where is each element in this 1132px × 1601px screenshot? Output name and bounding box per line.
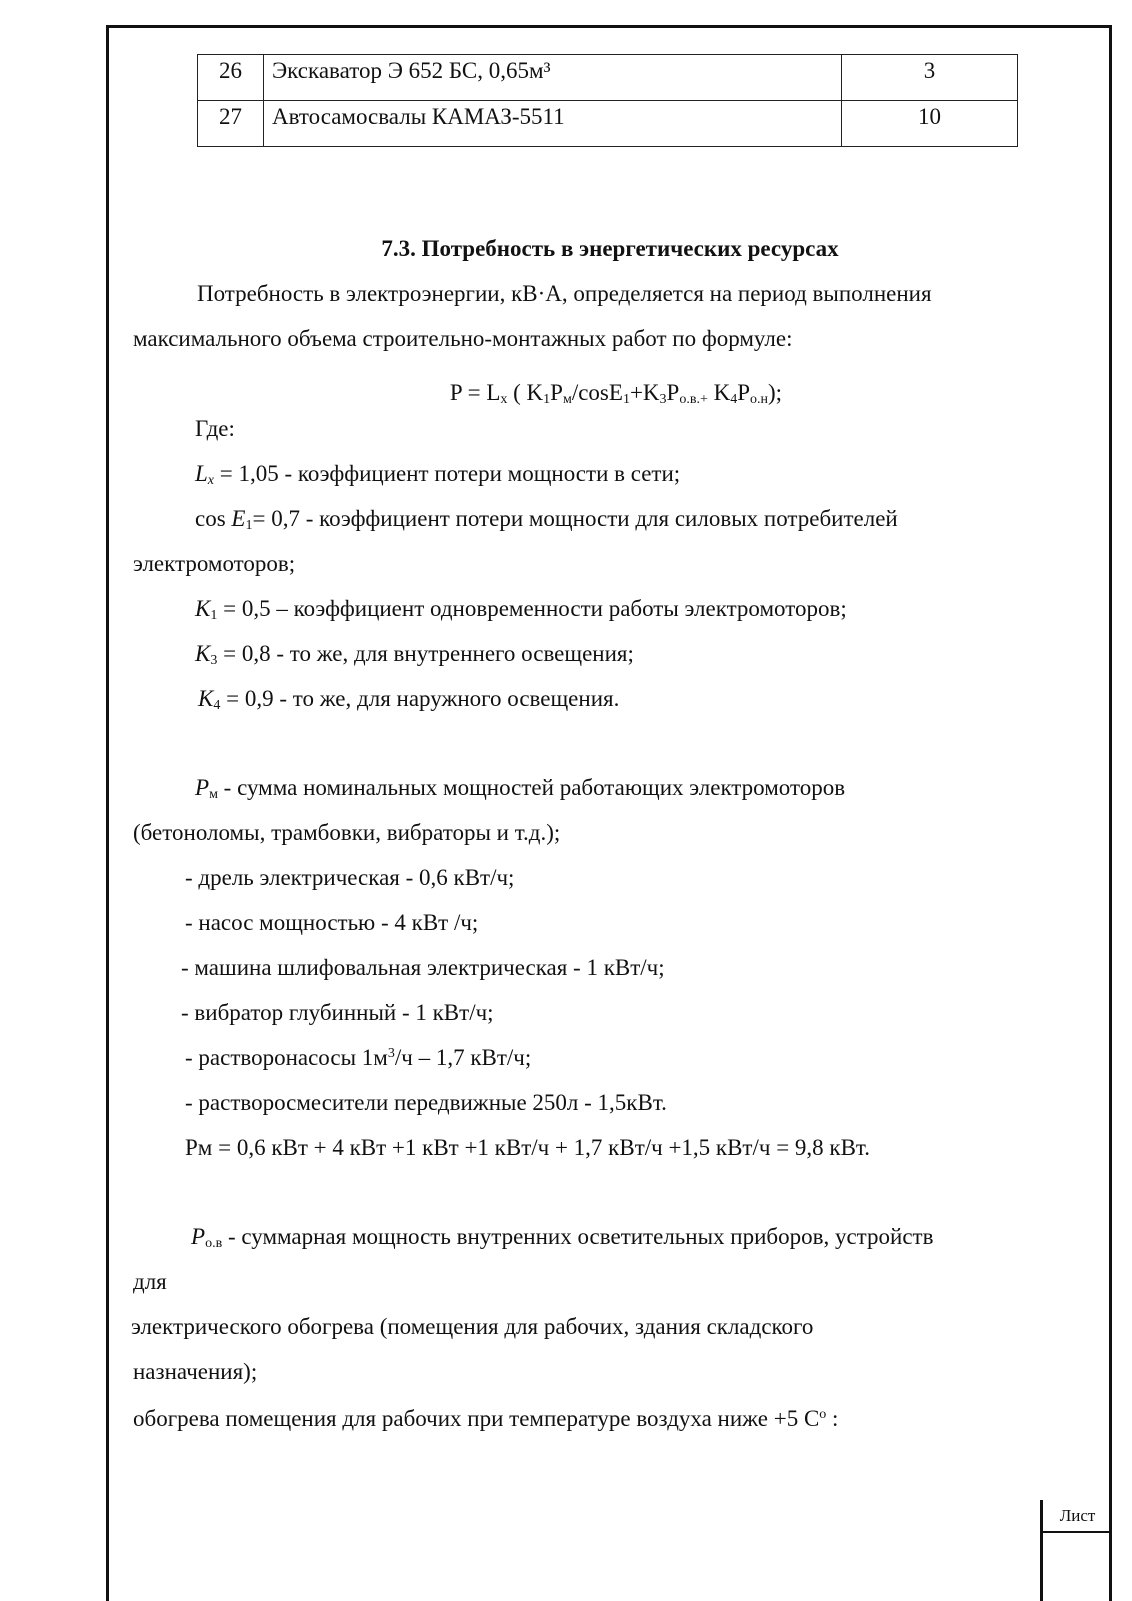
coef-text: = 1,05 - коэффициент потери мощности в сети; bbox=[214, 461, 681, 486]
row-name: Экскаватор Э 652 БС, 0,65м³ bbox=[264, 55, 842, 101]
formula-part: K bbox=[707, 380, 731, 405]
table-row bbox=[198, 101, 1018, 147]
coef-k3 bbox=[195, 639, 634, 669]
list-item: - машина шлифовальная электрическая - 1 кВт/ч; bbox=[181, 955, 665, 980]
stamp-divider bbox=[1043, 1531, 1112, 1533]
pov-continuation-3: назначения); bbox=[133, 1359, 258, 1384]
symbol-sub: 3 bbox=[210, 653, 218, 668]
coef-k1 bbox=[195, 594, 847, 624]
symbol-sub: 1 bbox=[245, 518, 253, 533]
pm-continuation: (бетоноломы, трамбовки, вибраторы и т.д.); bbox=[133, 820, 561, 845]
sheet-label: Лист bbox=[1059, 1506, 1096, 1525]
row-number: 26 bbox=[198, 55, 264, 101]
symbol: P bbox=[195, 775, 210, 800]
symbol: E bbox=[231, 506, 246, 531]
sheet-stamp bbox=[1040, 1500, 1112, 1601]
heating-text: обогрева помещения для рабочих при температуре воздуха ниже +5 С bbox=[133, 1406, 820, 1431]
formula-sub: x bbox=[500, 392, 508, 407]
coef-k4 bbox=[198, 684, 619, 714]
formula-sub: 1 bbox=[543, 392, 551, 407]
symbol-sub: м bbox=[209, 787, 218, 802]
definition-text: - суммарная мощность внутренних осветительных приборов, устройств bbox=[222, 1224, 934, 1249]
symbol-sub: 4 bbox=[213, 698, 221, 713]
formula-sub: 4 bbox=[730, 392, 738, 407]
formula-sub: 3 bbox=[659, 392, 667, 407]
row-name: Автосамосвалы КАМАЗ-5511 bbox=[264, 101, 842, 147]
table-row bbox=[198, 55, 1018, 101]
symbol-sub: о.в bbox=[205, 1236, 223, 1251]
where-label: Где: bbox=[195, 416, 235, 441]
frame-top-border bbox=[106, 25, 1112, 28]
symbol: K bbox=[195, 641, 211, 666]
symbol: K bbox=[198, 686, 214, 711]
row-quantity: 3 bbox=[842, 55, 1018, 101]
coef-text: = 0,9 - то же, для наружного освещения. bbox=[220, 686, 620, 711]
formula-part: P bbox=[737, 380, 751, 405]
row-number: 27 bbox=[198, 101, 264, 147]
equipment-table bbox=[197, 54, 1018, 147]
pov-definition bbox=[191, 1222, 933, 1252]
symbol: L bbox=[195, 461, 208, 486]
formula-part: P bbox=[666, 380, 680, 405]
list-item: - дрель электрическая - 0,6 кВт/ч; bbox=[185, 865, 515, 890]
list-item: - вибратор глубинный - 1 кВт/ч; bbox=[181, 1000, 494, 1025]
power-formula bbox=[0, 378, 1132, 408]
formula-sub: 1 bbox=[622, 392, 630, 407]
definition-text: - сумма номинальных мощностей работающих электромоторов bbox=[217, 775, 846, 800]
list-item bbox=[185, 1043, 531, 1073]
list-item: - насос мощностью - 4 кВт /ч; bbox=[185, 910, 479, 935]
section-heading: 7.3. Потребность в энергетических ресурсах bbox=[381, 236, 839, 261]
symbol-sub: 1 bbox=[210, 608, 218, 623]
formula-part: +K bbox=[629, 380, 660, 405]
list-item: - растворосмесители передвижные 250л - 1,5кВт. bbox=[185, 1090, 667, 1115]
pm-definition bbox=[195, 773, 845, 803]
item-sup: 3 bbox=[387, 1046, 395, 1061]
formula-part: P = L bbox=[449, 380, 501, 405]
pov-continuation-1: для bbox=[133, 1269, 167, 1294]
symbol-sub: x bbox=[207, 473, 215, 488]
pov-continuation-2: электрического обогрева (помещения для рабочих, здания складского bbox=[131, 1314, 814, 1339]
formula-part: ); bbox=[768, 380, 783, 405]
formula-part: ( K bbox=[507, 380, 544, 405]
degree-sup: о bbox=[819, 1407, 827, 1422]
coef-cos-continuation: электромоторов; bbox=[133, 551, 296, 576]
formula-sub: м bbox=[562, 392, 572, 407]
formula-sub: о.н bbox=[750, 392, 769, 407]
coef-lx bbox=[195, 459, 680, 489]
cos-prefix: cos bbox=[195, 506, 232, 531]
coef-cos bbox=[195, 504, 898, 534]
pm-sum: Рм = 0,6 кВт + 4 кВт +1 кВт +1 кВт/ч + 1,7 кВт/ч +1,5 кВт/ч = 9,8 кВт. bbox=[185, 1135, 871, 1160]
intro-line-1: Потребность в электроэнергии, кВ·А, определяется на период выполнения bbox=[197, 281, 932, 306]
symbol: K bbox=[195, 596, 211, 621]
intro-line-2: максимального объема строительно-монтажных работ по формуле: bbox=[133, 326, 793, 351]
coef-text: = 0,7 - коэффициент потери мощности для силовых потребителей bbox=[252, 506, 898, 531]
formula-sub: о.в.+ bbox=[679, 392, 708, 407]
heating-line bbox=[133, 1404, 838, 1434]
heating-end: : bbox=[826, 1406, 839, 1431]
formula-part: P bbox=[550, 380, 563, 405]
coef-text: = 0,8 - то же, для внутреннего освещения; bbox=[217, 641, 634, 666]
row-quantity: 10 bbox=[842, 101, 1018, 147]
item-text: - растворонасосы 1м bbox=[185, 1045, 388, 1070]
item-text: /ч – 1,7 кВт/ч; bbox=[394, 1045, 532, 1070]
formula-part: /cosE bbox=[571, 380, 623, 405]
symbol: P bbox=[191, 1224, 206, 1249]
coef-text: = 0,5 – коэффициент одновременности работы электромоторов; bbox=[217, 596, 847, 621]
